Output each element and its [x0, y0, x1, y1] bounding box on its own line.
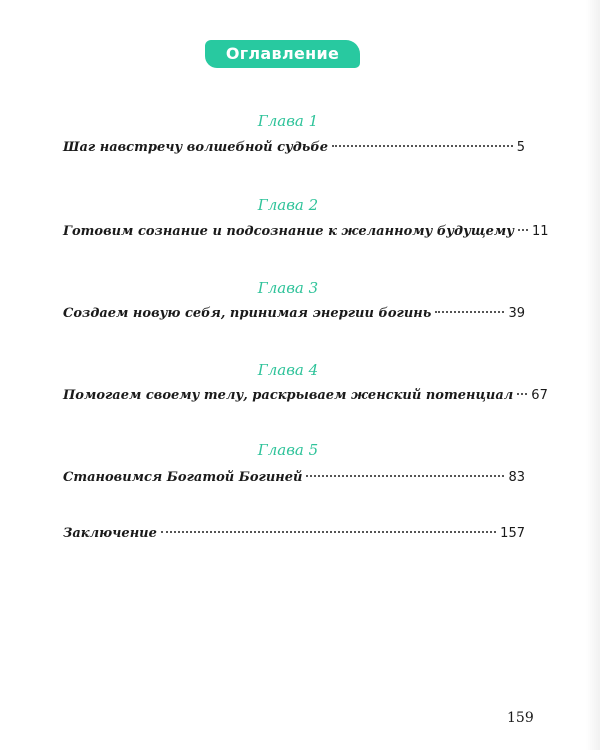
toc-entry-page: 83	[508, 470, 525, 485]
toc-entry-page: 5	[516, 140, 525, 155]
chapter-label-5: Глава 5	[257, 441, 319, 459]
toc-entry-title: Создаем новую себя, принимая энергии богинь	[63, 306, 432, 321]
leader-dots	[332, 145, 513, 147]
toc-entry-page: 67	[531, 388, 548, 403]
page-number: 159	[507, 710, 534, 726]
toc-entry-title: Готовим сознание и подсознание к желанному будущему	[63, 224, 515, 239]
page-edge-shadow	[586, 0, 600, 750]
toc-entry-title: Помогаем своему телу, раскрываем женский потенциал	[63, 388, 514, 403]
chapter-label-3: Глава 3	[257, 279, 319, 297]
toc-entry-title: Становимся Богатой Богиней	[63, 470, 303, 485]
chapter-label-2: Глава 2	[257, 196, 319, 214]
toc-entry-conclusion[interactable]	[63, 526, 525, 546]
chapter-label-1: Глава 1	[257, 112, 319, 130]
chapter-label-4: Глава 4	[257, 361, 319, 379]
leader-dots	[161, 531, 496, 533]
toc-entry-page: 39	[508, 306, 525, 321]
leader-dots	[518, 229, 528, 231]
toc-entry-2[interactable]	[63, 224, 549, 244]
toc-entry-page: 157	[500, 526, 525, 541]
toc-entry-3[interactable]	[63, 306, 525, 326]
toc-entry-5[interactable]	[63, 470, 525, 490]
toc-entry-page: 11	[532, 224, 549, 239]
toc-entry-title: Шаг навстречу волшебной судьбе	[63, 140, 329, 155]
toc-entry-4[interactable]	[63, 388, 548, 408]
toc-heading: Оглавление	[205, 40, 360, 68]
leader-dots	[435, 311, 504, 313]
toc-entry-1[interactable]	[63, 140, 525, 160]
leader-dots	[306, 475, 504, 477]
leader-dots	[517, 393, 527, 395]
toc-entry-title: Заключение	[63, 526, 157, 541]
